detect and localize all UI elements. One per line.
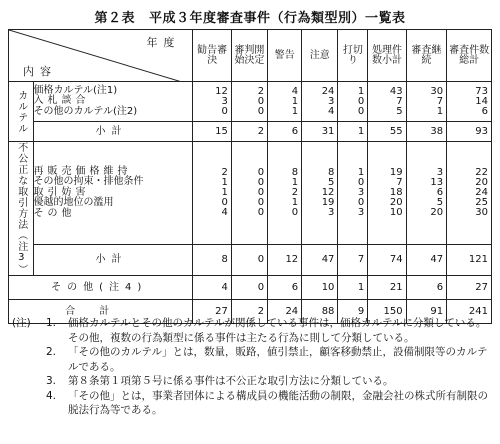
cell-multi: 73 14 6	[447, 82, 492, 122]
row-label: その他	[33, 207, 76, 219]
cell-multi: 2 1 1 0 4	[193, 142, 231, 245]
cartel-subtotal-row	[9, 122, 492, 142]
corner-year-label: 年度	[146, 36, 181, 49]
column-header: 処理件数小計	[368, 30, 406, 82]
unfair-group-label-text: 不公正な取引方法（注3）	[15, 142, 27, 275]
note-number: 1.	[46, 317, 57, 329]
subtotal-cell: 12	[268, 244, 302, 275]
column-header: 審査継続	[406, 30, 447, 82]
subtotal-cell: 2	[231, 122, 267, 142]
note-item	[8, 374, 494, 389]
row-label: 入札談合	[33, 95, 90, 107]
subtotal-cell: 0	[231, 244, 267, 275]
other-cell: 21	[368, 276, 406, 300]
cell-multi: 8 5 12 19 3	[302, 142, 338, 245]
corner-content-label: 内容	[23, 65, 57, 78]
note-number: 2.	[46, 346, 57, 358]
total-label: 合計	[9, 300, 193, 324]
cell-multi: 24 3 4	[302, 82, 338, 122]
notes-section	[8, 316, 494, 418]
cell-multi: 1 0 3 0 3	[338, 142, 368, 245]
subtotal-cell: 55	[368, 122, 406, 142]
unfair-detail-row	[9, 142, 492, 245]
other-cell: 6	[406, 276, 447, 300]
total-cell: 150	[368, 300, 406, 324]
other-cell: 27	[447, 276, 492, 300]
note-item	[8, 345, 494, 374]
note-number: 3.	[46, 375, 57, 387]
row-label: 優越的地位の濫用	[33, 197, 114, 209]
other-cell: 4	[193, 276, 231, 300]
other-label: その他(注4)	[9, 276, 193, 300]
row-label: 価格カルテル(注1)	[33, 84, 118, 96]
cell-multi: 43 7 5	[368, 82, 406, 122]
subtotal-cell: 15	[193, 122, 231, 142]
note-item	[8, 316, 494, 345]
other-cell: 6	[268, 276, 302, 300]
subtotal-cell: 6	[268, 122, 302, 142]
subtotal-cell: 47	[302, 244, 338, 275]
cell-multi: 12 3 0	[193, 82, 231, 122]
cell-multi: 0 0 0 0 0	[231, 142, 267, 245]
other-row	[9, 276, 492, 300]
cell-multi: 30 7 1	[406, 82, 447, 122]
subtotal-cell: 8	[193, 244, 231, 275]
unfair-group-label	[9, 142, 34, 276]
subtotal-cell: 47	[406, 244, 447, 275]
column-header: 打切り	[338, 30, 368, 82]
row-label: 再販売価格維持	[33, 165, 132, 177]
total-cell: 24	[268, 300, 302, 324]
column-header: 審判開始決定	[231, 30, 267, 82]
cell-multi: 19 7 18 20 10	[368, 142, 406, 245]
total-cell: 27	[193, 300, 231, 324]
header-row	[9, 30, 492, 82]
note-text: 「その他のカルテル」とは，数量，販路，値引禁止，顧客移動禁止，設備制限等のカルテルである。	[68, 346, 488, 373]
other-cell: 10	[302, 276, 338, 300]
note-item	[8, 389, 494, 418]
unfair-items	[33, 142, 193, 245]
row-label: 取引妨害	[33, 186, 90, 198]
subtotal-cell: 74	[368, 244, 406, 275]
row-label: その他の拘束・排他条件	[33, 176, 144, 188]
subtotal-cell: 1	[338, 122, 368, 142]
total-cell: 241	[447, 300, 492, 324]
note-number: 4.	[46, 389, 57, 402]
subtotal-cell: 7	[338, 244, 368, 275]
column-header: 勧告審決	[193, 30, 231, 82]
cell-multi: 8 1 2 1 0	[268, 142, 302, 245]
column-header: 警告	[268, 30, 302, 82]
note-text: 第８条第１項第５号に係る事件は不公正な取引方法に分類している。	[68, 375, 394, 387]
subtotal-cell: 38	[406, 122, 447, 142]
cartel-detail-row	[9, 82, 492, 122]
cartel-items	[33, 82, 193, 122]
cell-multi: 2 0 0	[231, 82, 267, 122]
total-cell: 91	[406, 300, 447, 324]
column-header: 審査件数総計	[447, 30, 492, 82]
total-cell: 2	[231, 300, 267, 324]
other-cell: 1	[338, 276, 368, 300]
subtotal-cell: 31	[302, 122, 338, 142]
cell-multi: 22 20 24 25 30	[447, 142, 492, 245]
subtotal-cell: 121	[447, 244, 492, 275]
cell-multi: 3 13 6 5 20	[406, 142, 447, 245]
total-cell: 9	[338, 300, 368, 324]
header-corner	[9, 30, 193, 82]
table-number: 第２表	[94, 11, 135, 26]
row-label: その他のカルテル(注2)	[33, 105, 138, 117]
cell-multi: 1 0 0	[338, 82, 368, 122]
note-text: 価格カルテルとその他のカルテルが関係している事件は，価格カルテルに分類している。その他，複数の行為類型に係る事件は主たる行為に則して分類している。	[68, 317, 487, 344]
statistics-table	[8, 29, 492, 324]
other-cell: 0	[231, 276, 267, 300]
table-title-text: 平成３年度審査事件（行為類型別）一覧表	[149, 11, 406, 26]
subtotal-label: 小計	[33, 244, 193, 275]
column-header: 注意	[302, 30, 338, 82]
note-text: 「その他」とは，事業者団体による構成員の機能活動の制限，金融会社の株式所有制限の脱法行為等である。	[68, 389, 488, 416]
subtotal-label: 小計	[33, 122, 193, 142]
notes-mark: (注)	[12, 317, 31, 329]
table-title	[0, 7, 500, 26]
unfair-subtotal-row	[9, 244, 492, 275]
cartel-group-label: カルテル	[9, 82, 34, 142]
cell-multi: 4 1 1	[268, 82, 302, 122]
total-cell: 88	[302, 300, 338, 324]
subtotal-cell: 93	[447, 122, 492, 142]
